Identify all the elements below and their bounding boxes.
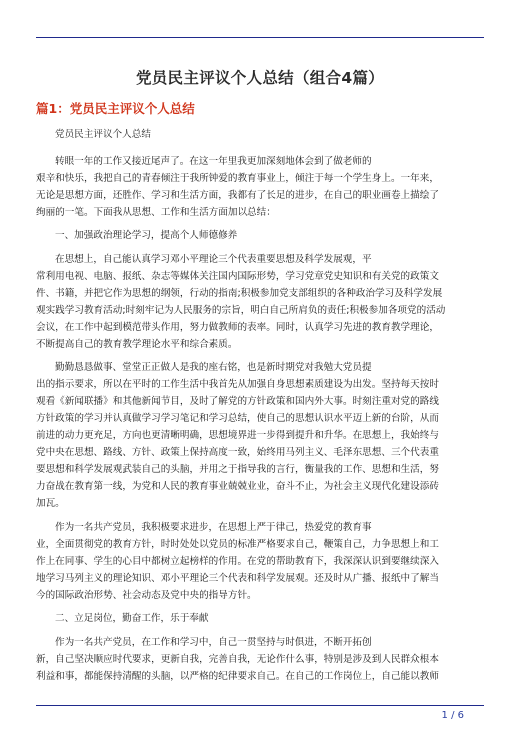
paragraph-thought	[36, 251, 484, 353]
paragraph-member	[36, 519, 484, 604]
text-line: 力奋战在教育第一线，为党和人民的教育事业兢兢业业，奋斗不止，为社会主义现代化建设添砖	[36, 481, 439, 492]
document-title: 党员民主评议个人总结（组合4篇）	[135, 69, 385, 87]
subtitle: 党员民主评议个人总结	[55, 129, 151, 140]
text-line: 无论是思想方面，还胜作、学习和生活方面，我都有了长足的进步，在自己的职业画卷上描绘了	[36, 189, 439, 201]
paragraph-intro	[36, 153, 484, 221]
text-line: 作为一名共产党员，我积极要求进步，在思想上严于律己，热爱党的教育事	[55, 521, 372, 533]
text-line: 会议，在工作中起到模范带头作用，努力做教师的表率。同时，认真学习先进的教育教学理论，	[36, 321, 439, 333]
text-line: 出的指示要求，所以在平时的工作生活中我首先从加强自身思想素质建设为出发。坚持每天按时	[36, 379, 439, 390]
text-line: 今的国际政治形势、社会动态及党中央的指导方针。	[36, 589, 257, 601]
text-line: 勤勤恳恳做事、堂堂正正做人是我的座右铭，也是新时期党对我勉大党员提	[55, 362, 372, 373]
subtitle-paragraph	[36, 126, 484, 143]
subheading: 一、加强政治理论学习，提高个人师德修养	[55, 230, 238, 241]
text-line: 要思想和科学发展观武装自己的头脑，并用之于指导我的言行，衡量我的工作、思想和生活，努	[36, 464, 439, 475]
text-line: 绚丽的一笔。下面我从思想、工作和生活方面加以总结：	[36, 206, 276, 218]
text-line: 作为一名共产党员，在工作和学习中，自己一贯坚持与时俱进，不断开拓创	[55, 636, 372, 648]
text-line: 观看《新闻联播》和其他新闻节目，及时了解党的方针政策和国内外大事。时刻注重对党的路线	[36, 396, 439, 407]
subheading-one	[36, 227, 484, 244]
text-line: 加瓦。	[36, 498, 65, 509]
text-line: 新，自己坚决顺应时代要求，更新自我，完善自我，无论作什么事，特别是涉及到人民群众根本	[36, 653, 439, 665]
text-line: 转眼一年的工作又接近尾声了。在这一年里我更加深刻地体会到了做老师的	[55, 155, 372, 167]
footer-rule	[36, 705, 484, 706]
text-line: 党中央在思想、路线、方针、政策上保持高度一致，始终用马列主义、毛泽东思想、三个代表重	[36, 447, 439, 458]
text-line: 作上在同事、学生的心目中都树立起榜样的作用。在党的帮助教育下，我深深认识到要继续深入	[36, 555, 439, 567]
paragraph-motto	[36, 359, 484, 512]
paragraph-work	[36, 634, 484, 685]
header-rule	[36, 37, 484, 38]
text-line: 前进的动力更充足，方向也更清晰明确，思想境界进一步得到提升和升华。在思想上，我始终与	[36, 430, 439, 441]
text-line: 观实践学习教育活动;时刻牢记为人民服务的宗旨，明白自己所肩负的责任;积极参加各项党的活动	[36, 304, 446, 316]
text-line: 业，全面贯彻党的教育方针，时时处处以党员的标准严格要求自己，鞭策自己，力争思想上和工	[36, 538, 439, 550]
text-line: 艰辛和快乐，我把自己的青春倾注于我所钟爱的教育事业上，倾注于每一个学生身上。一年来，	[36, 172, 439, 184]
text-line: 利益和事，都能保持清醒的头脑，以严格的纪律要求自己。在自己的工作岗位上，自己能以教师	[36, 670, 439, 682]
text-line: 不断提高自己的教育教学理论水平和综合素质。	[36, 338, 238, 350]
document-body	[36, 126, 484, 691]
section-heading: 篇1：党员民主评议个人总结	[36, 101, 195, 116]
text-line: 地学习马列主义的理论知识、邓小平理论三个代表和科学发展观。还及时从广播、报纸中了解当	[36, 572, 439, 584]
page-indicator: 1 / 6	[441, 710, 464, 721]
subheading: 二、立足岗位，勤奋工作，乐于奉献	[55, 613, 209, 624]
subheading-two	[36, 610, 484, 627]
text-line: 在思想上，自己能认真学习邓小平理论三个代表重要思想及科学发展观，平	[55, 253, 372, 265]
text-line: 方针政策的学习并认真做学习学习笔记和学习总结，使自己的思想认识水平迈上新的台阶，从而	[36, 413, 439, 424]
text-line: 件、书籍，并把它作为思想的纲领，行动的指南;积极参加党支部组织的各种政治学习及科学发展	[36, 287, 443, 299]
text-line: 常利用电视、电脑、报纸、杂志等媒体关注国内国际形势，学习党章党史知识和有关党的政策文	[36, 270, 439, 282]
